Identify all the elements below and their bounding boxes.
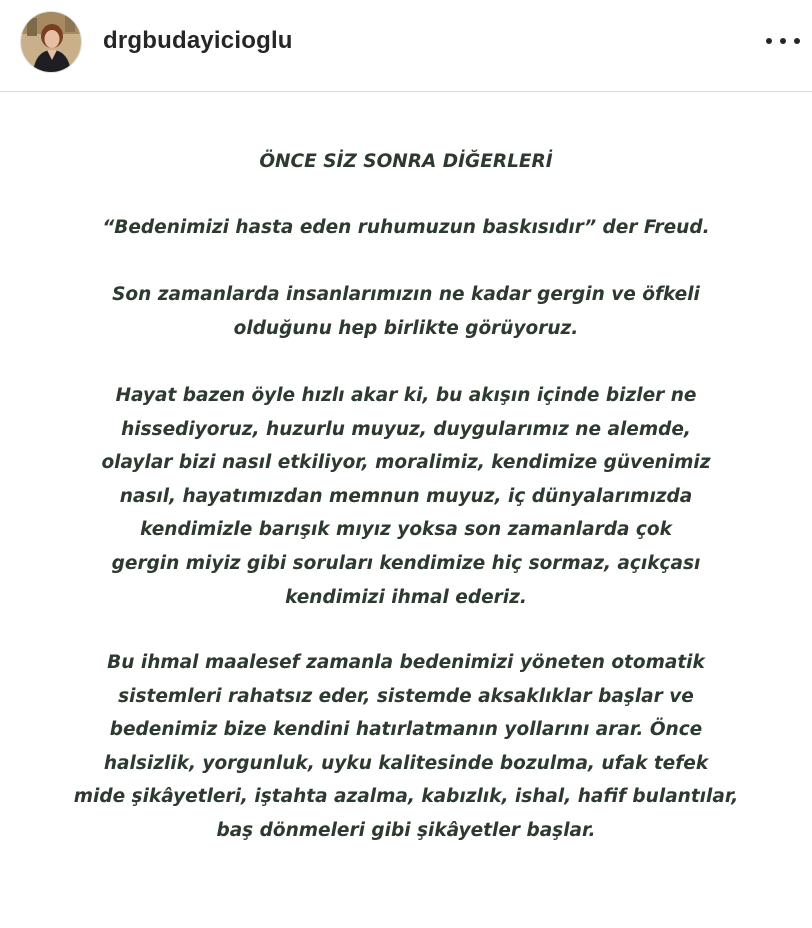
text-line: bedenimiz bize kendini hatırlatmanın yollarını arar. Önce (109, 719, 703, 741)
post-quote: “Bedenimizi hasta eden ruhumuzun baskısıdır” der Freud. (102, 217, 710, 238)
more-horizontal-icon[interactable] (766, 30, 800, 52)
text-line: olduğunu hep birlikte görüyoruz. (233, 317, 579, 339)
more-dot (766, 38, 772, 44)
post-paragraph-3 (20, 646, 792, 848)
post-paragraph-1 (20, 278, 792, 345)
more-dot (780, 38, 786, 44)
profile-photo-icon (21, 12, 81, 72)
text-line: Hayat bazen öyle hızlı akar ki, bu akışın içinde bizler ne (115, 385, 697, 406)
text-line: Bu ihmal maalesef zamanla bedenimizi yöneten otomatik (107, 652, 705, 673)
post-image (0, 93, 812, 928)
text-line: kendimizle barışık mıyız yoksa son zamanlarda çok (140, 519, 672, 541)
post-title: ÖNCE SİZ SONRA DİĞERLERİ (259, 151, 553, 172)
text-line: nasıl, hayatımızdan memnun muyuz, iç dünyalarımızda (119, 485, 693, 507)
text-line: halsizlik, yorgunluk, uyku kalitesinde bozulma, ufak tefek (103, 752, 709, 774)
username[interactable]: drgbudayicioglu (103, 27, 293, 54)
text-line: olaylar bizi nasıl etkiliyor, moralimiz, kendimize güvenimiz (101, 452, 711, 474)
text-line: baş dönmeleri gibi şikâyetler başlar. (216, 819, 596, 841)
more-dot (794, 38, 800, 44)
text-line: gergin miyiz gibi soruları kendimize hiç sormaz, açıkçası (111, 552, 701, 574)
text-line: hissediyoruz, huzurlu muyuz, duygularımız ne alemde, (121, 418, 691, 440)
text-line: kendimizi ihmal ederiz. (285, 586, 527, 608)
text-line: Son zamanlarda insanlarımızın ne kadar gergin ve öfkeli (112, 284, 700, 305)
post-header (0, 0, 812, 92)
text-line: sistemleri rahatsız eder, sistemde aksaklıklar başlar ve (118, 685, 694, 707)
post-paragraph-2 (20, 379, 792, 614)
avatar[interactable] (20, 11, 82, 73)
text-line: mide şikâyetleri, iştahta azalma, kabızlık, ishal, hafif bulantılar, (73, 786, 739, 808)
